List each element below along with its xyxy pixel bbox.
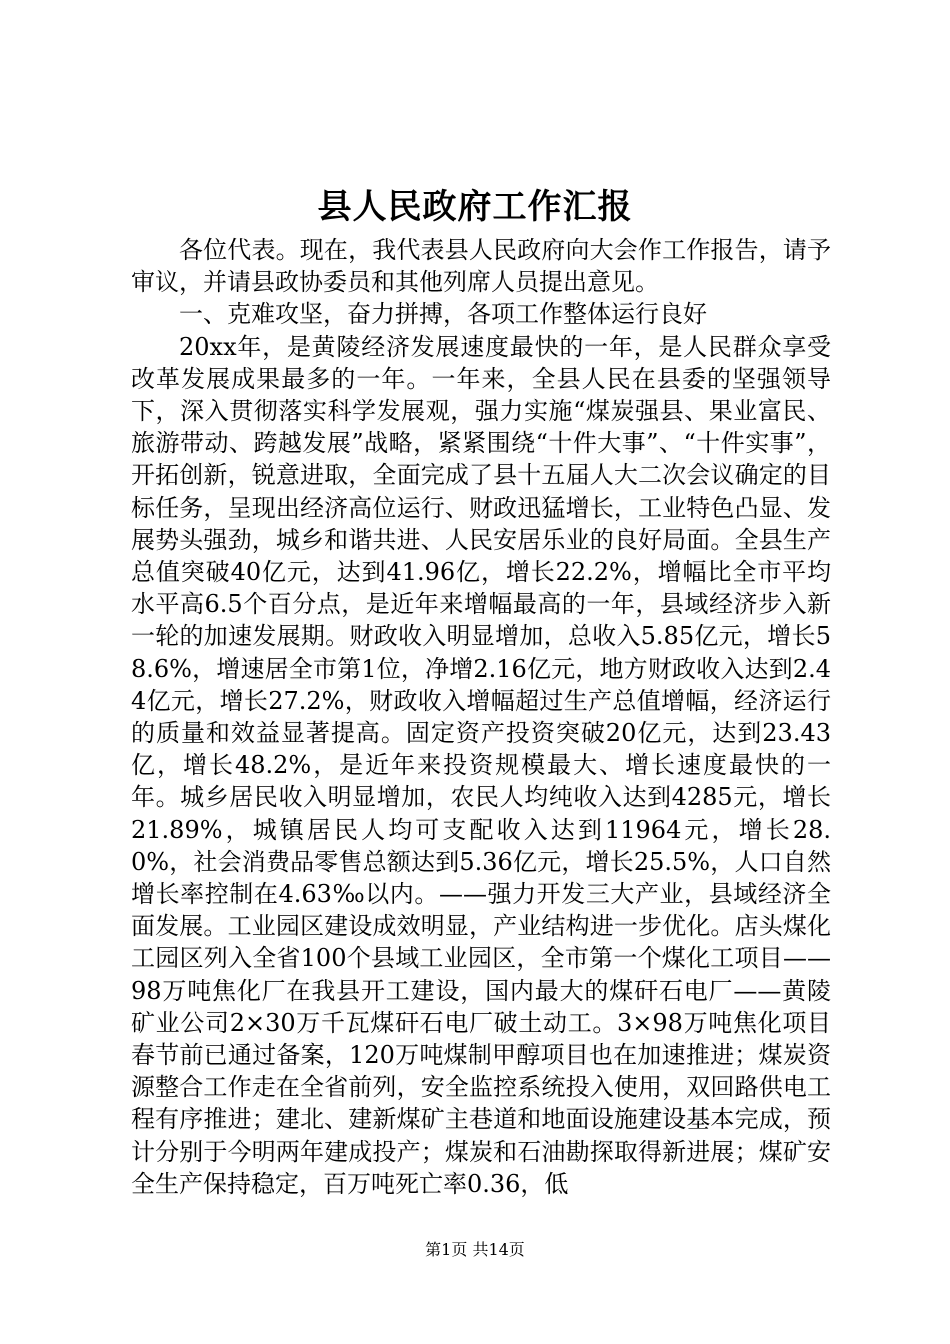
- page-number-footer: 第1页 共14页: [425, 1240, 525, 1259]
- paragraph-greeting: 各位代表。现在，我代表县人民政府向大会作工作报告，请予审议，并请县政协委员和其他列席人员提出意见。: [131, 236, 831, 297]
- paragraph-report: 20xx年，是黄陵经济发展速度最快的一年，是人民群众享受改革发展成果最多的一年。一年来，全县人民在县委的坚强领导下，深入贯彻落实科学发展观，强力实施“煤炭强县、果业富民、旅游带动、跨越发展”战略，紧紧围绕“十件大事”、“十件实事”，开拓创新，锐意进取，全面完成了县十五届人大二次会议确定的目标任务，呈现出经济高位运行、财政迅猛增长，工业特色凸显、发展势头强劲，城乡和谐共进、人民安居乐业的良好局面。全县生产总值突破40亿元，达到41.96亿，增长22.2%，增幅比全市平均水平高6.5个百分点，是近年来增幅最高的一年，县域经济步入新一轮的加速发展期。财政收入明显增加，总收入5.85亿元，增长58.6%，增速居全市第1位，净增2.16亿元，地方财政收入达到2.44亿元，增长27.2%，财政收入增幅超过生产总值增幅，经济运行的质量和效益显著提高。固定资产投资突破20亿元，达到23.43亿，增长48.2%，是近年来投资规模最大、增长速度最快的一年。城乡居民收入明显增加，农民人均纯收入达到4285元，增长21.89%，城镇居民人均可支配收入达到11964元，增长28.0%，社会消费品零售总额达到5.36亿元，增长25.5%，人口自然增长率控制在4.63‰以内。——强力开发三大产业，县域经济全面发展。工业园区建设成效明显，产业结构进一步优化。店头煤化工园区列入全省100个县域工业园区，全市第一个煤化工项目——98万吨焦化厂在我县开工建设，国内最大的煤矸石电厂——黄陵矿业公司2×30万千瓦煤矸石电厂破土动工。3×98万吨焦化项目春节前已通过备案，120万吨煤制甲醇项目也在加速推进；煤炭资源整合工作走在全省前列，安全监控系统投入使用，双回路供电工程有序推进；建北、建新煤矿主巷道和地面设施建设基本完成，预计分别于今明两年建成投产；煤炭和石油勘探取得新进展；煤矿安全生产保持稳定，百万吨死亡率0.36，低: [131, 332, 831, 1198]
- section-heading: 一、克难攻坚，奋力拼搏，各项工作整体运行良好: [179, 300, 707, 329]
- document-title: 县人民政府工作汇报: [317, 187, 633, 227]
- document-body: [131, 234, 831, 1200]
